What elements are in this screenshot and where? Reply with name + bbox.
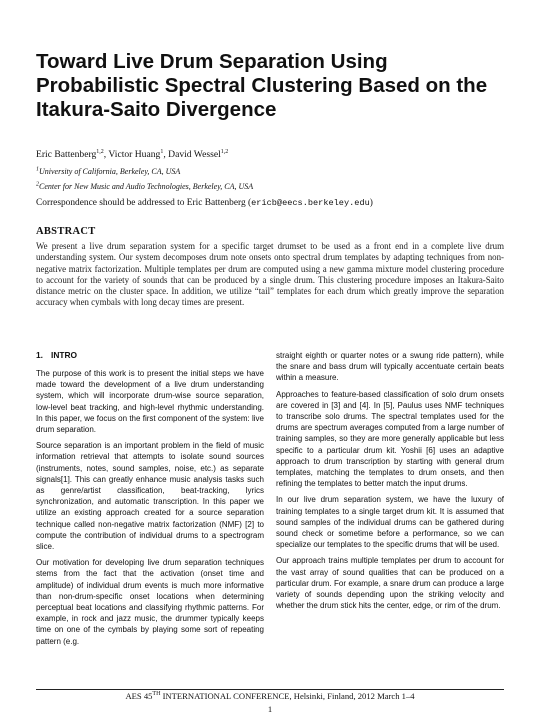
abstract-body: We present a live drum separation system for a specific target drumset to be used as a front end in a complete live drum understanding system. Our system decomposes drum note onsets onto spectral drum templates by adapting techniques from non-negative matrix factorization. Multiple templates per drum are computed using a new gamma mixture model clustering procedure to account for the variety of sounds that can be produced by a single drum. This clustering procedure imposes an Itakura-Saito distance metric on the cluster space. In addition, we utilize “tail” templates for each drum which greatly improve the separation accuracy when cymbals with long decay times are present. [36,241,504,308]
correspondence-email[interactable]: ericb@eecs.berkeley.edu [251,198,370,208]
affiliation-1: $^1$University of California, Berkeley, CA, USA [36,166,181,176]
abstract-heading: ABSTRACT [36,226,96,237]
conference-footer: AES 45TH INTERNATIONAL CONFERENCE, Helsinki, Finland, 2012 March 1–4 [125,691,415,701]
paper-title: Toward Live Drum Separation Using Probabilistic Spectral Clustering Based on the Itakura-Saito Divergence [36,50,488,121]
author-3: David Wessel$^{1,2}$ [168,148,229,160]
column-left [36,350,264,652]
footer-divider [36,689,504,690]
paragraph: straight eighth or quarter notes or a swung ride pattern), while the snare and bass drum will typically accentuate certain beats within a measure. [276,351,504,383]
author-1: Eric Battenberg$^{1,2}$, [36,148,109,160]
page-number: 1 [267,704,273,714]
correspondence-note: Correspondence should be addressed to Eric Battenberg (ericb@eecs.berkeley.edu) [36,198,373,208]
paragraph: Approaches to feature-based classification of solo drum onsets are covered in [3] and [4]. In [5], Paulus uses NMF techniques to transcribe solo drums. The spectral templates used for the drums are spectrum averages computed from a large number of training samples, so they are more generally applicable but less specific to a particular drum kit. Yoshii [6] uses an adaptive approach to drum transcription by starting with general drum templates, matching the templates to drum onsets, and then refining the templates to better match the input drums. [276,389,504,489]
paragraph: Source separation is an important problem in the field of music information retrieval that attempts to isolate sound sources (instruments, notes, sound samples, noise, etc.) as separate signals[1]. This can greatly enhance music analysis tasks such as genre/artist classification, beat-tracking, lyrics synchronization, and automatic transcription. In this paper we utilize an existing approach created for a source separation technique called non-negative matrix factorization (NMF) [2] to compute the contribution of individual drums to a spectrogram slice. [36,441,264,552]
author-list [36,149,228,160]
section-heading-intro: 1. INTRO [36,350,78,360]
paragraph: In our live drum separation system, we have the luxury of training templates to a single target drum kit. It is assumed that sound samples of the individual drums can be gathered during sound check or sometime before a performance, so we can specialize our templates to the specific drums that will be used. [276,495,504,550]
column-right [276,350,504,616]
author-2: Victor Huang$^1$, [108,148,169,160]
paragraph: The purpose of this work is to present the initial steps we have made toward the development of a live drum understanding system, which will incorporate drum-wise source separation, low-level beat tracking, and high-level rhythmic understanding. In this paper, we focus on the first component of the system: live drum separation. [36,369,264,435]
paragraph: Our motivation for developing live drum separation techniques stems from the fact that the activation (onset time and amplitude) of individual drum events is much more informative than non-drum-specific onset locations when determining perceptual beat locations and classifying rhythmic patterns. For example, in rock and jazz music, the drummer typically keeps time on one of the cymbals by playing some sort of repeating pattern (e.g. [36,558,264,646]
affiliation-2: $^2$Center for New Music and Audio Technologies, Berkeley, CA, USA [36,181,254,191]
paragraph: Our approach trains multiple templates per drum to account for the vast array of sound qualities that can be produced on a particular drum. For example, a snare drum can produce a large variety of sounds depending upon the striking velocity and whether the drum stick hits the center, edge, or rim of the drum. [276,556,504,611]
